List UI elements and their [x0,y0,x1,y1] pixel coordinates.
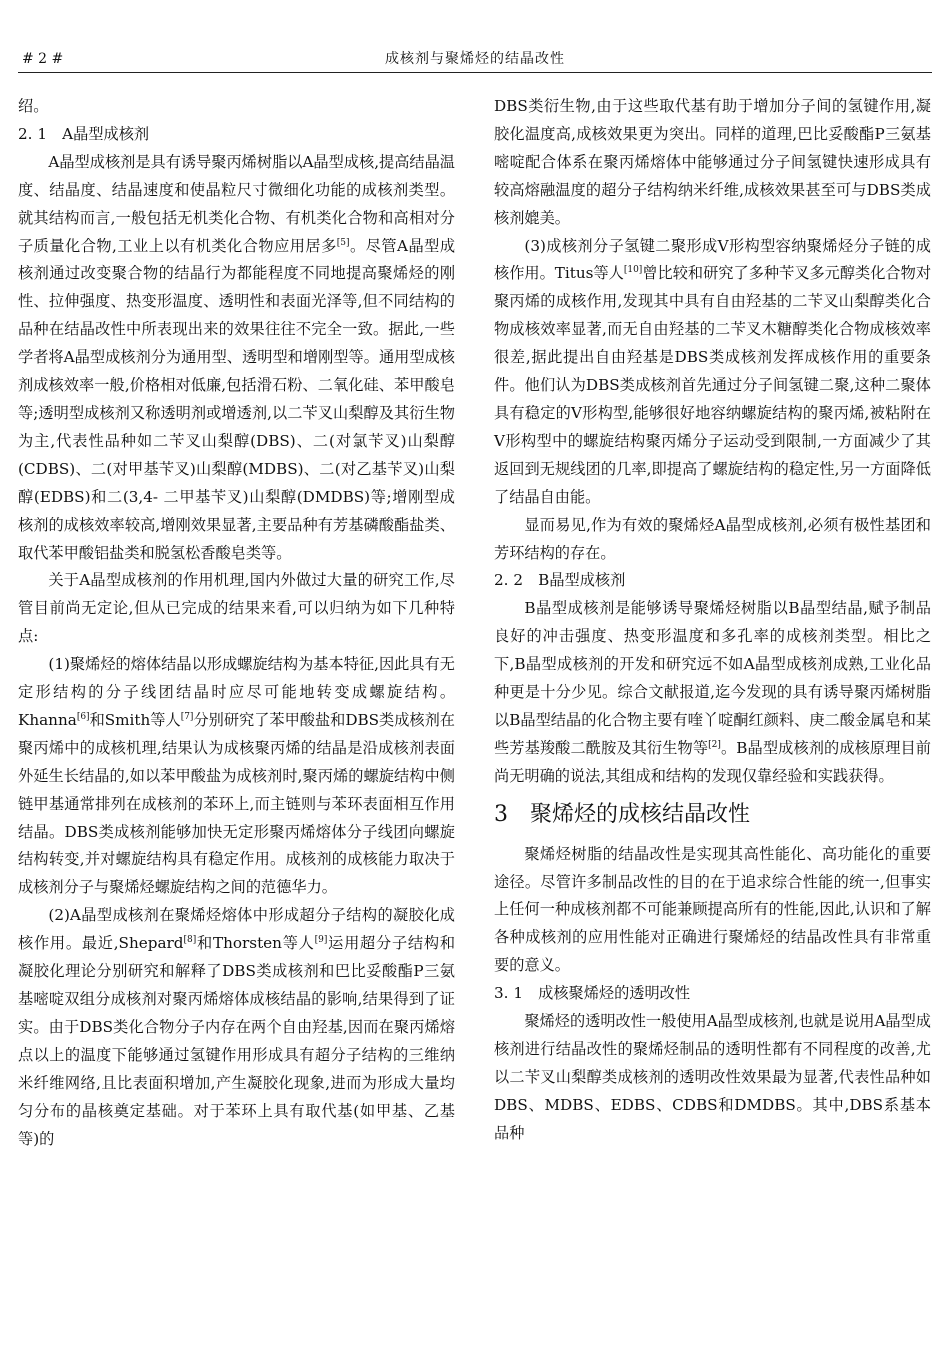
paragraph: (2)A晶型成核剂在聚烯烃熔体中形成超分子结构的凝胶化成核作用。最近,Shepard[8]和Thorsten等人[9]运用超分子结构和凝胶化理论分别研究和解释了DBS类成核剂和巴比妥酸酯P三氨基嘧啶双组分成核剂对聚丙烯熔体成核结晶的影响,结果得到了证实。由于DBS类化合物分子内存在两个自由羟基,因而在聚丙烯熔点以上的温度下能够通过氢键作用形成具有超分子结构的三维纳米纤维网络,且比表面积增加,产生凝胶化现象,进而为形成大量均匀分布的晶核奠定基础。对于苯环上具有取代基(如甲基、乙基等)的 [18,906,456,1148]
citation-7[interactable]: [7] [180,711,194,722]
running-title: 成核剂与聚烯烃的结晶改性 [385,51,565,67]
section-heading-3-1: 3. 1 成核聚烯烃的透明改性 [494,984,691,1003]
page-header [18,46,932,73]
citation-10[interactable]: [10] [623,265,643,276]
citation-9[interactable]: [9] [314,935,328,946]
paragraph: 显而易见,作为有效的聚烯烃A晶型成核剂,必须有极性基团和芳环结构的存在。 [494,515,931,562]
section-heading-3: 3 聚烯烃的成核结晶改性 [494,801,750,827]
paragraph: 绍。 [18,97,49,115]
section-heading-2-1: 2. 1 A晶型成核剂 [18,124,150,143]
citation-6[interactable]: [6] [76,711,90,722]
right-column [494,93,931,1148]
left-column [18,93,455,1153]
paragraph: 聚烯烃树脂的结晶改性是实现其高性能化、高功能化的重要途径。尽管许多制品改性的目的在于追求综合性能的统一,但事实上任何一种成核剂都不可能兼顾提高所有的性能,因此,认识和了解各种成核剂的应用性能对正确进行聚烯烃的结晶改性具有非常重要的意义。 [494,844,931,975]
paragraph: B晶型成核剂是能够诱导聚烯烃树脂以B晶型结晶,赋予制品良好的冲击强度、热变形温度和多孔率的成核剂类型。相比之下,B晶型成核剂的开发和研究远不如A晶型成核剂成熟,工业化品种更是十分少见。综合文献报道,迄今发现的具有诱导聚丙烯树脂以B晶型结晶的化合物主要有喹丫啶酮红颜料、庚二酸金属皂和某些芳基羧酸二酰胺及其衍生物等[2]。B晶型成核剂的成核原理目前尚无明确的说法,其组成和结构的发现仅靠经验和实践获得。 [494,599,931,785]
paragraph: 聚烯烃的透明改性一般使用A晶型成核剂,也就是说用A晶型成核剂进行结晶改性的聚烯烃制品的透明性都有不同程度的改善,尤以二苄叉山梨醇类成核剂的透明改性效果最为显著,代表性品种如DBS、MDBS、EDBS、CDBS和DMDBS。其中,DBS系基本品种 [494,1012,931,1142]
paragraph: DBS类衍生物,由于这些取代基有助于增加分子间的氢键作用,凝胶化温度高,成核效果更为突出。同样的道理,巴比妥酸酯P三氨基嘧啶配合体系在聚丙烯熔体中能够通过分子间氢键快速形成具有较高熔融温度的超分子结构纳米纤维,成核效果甚至可与DBS类成核剂媲美。 [494,97,931,227]
page-number: # 2 # [22,51,64,67]
paragraph: 关于A晶型成核剂的作用机理,国内外做过大量的研究工作,尽管目前尚无定论,但从已完成的结果来看,可以归纳为如下几种特点: [18,571,455,646]
citation-2[interactable]: [2] [708,739,721,750]
citation-8[interactable]: [8] [183,935,197,946]
paragraph: A晶型成核剂是具有诱导聚丙烯树脂以A晶型成核,提高结晶温度、结晶度、结晶速度和使晶粒尺寸微细化功能的成核剂类型。就其结构而言,一般包括无机类化合物、有机类化合物和高相对分子质量化合物,工业上以有机类化合物应用居多[5]。尽管A晶型成核剂通过改变聚合物的结晶行为都能程度不同地提高聚烯烃的刚性、拉伸强度、热变形温度、透明性和表面光泽等,但不同结构的品种在结晶改性中所表现出来的效果往往不完全一致。据此,一些学者将A晶型成核剂分为通用型、透明型和增刚型等。通用型成核剂成核效率一般,价格相对低廉,包括滑石粉、二氧化硅、苯甲酸皂等;透明型成核剂又称透明剂或增透剂,以二苄叉山梨醇及其衍生物为主,代表性品种如二苄叉山梨醇(DBS)、二(对氯苄叉)山梨醇(CDBS)、二(对甲基苄叉)山梨醇(MDBS)、二(对乙基苄叉)山梨醇(EDBS)和二(3,4- 二甲基苄叉)山梨醇(DMDBS)等;增刚型成核剂的成核效率较高,增刚效果显著,主要品种有芳基磷酸酯盐类、取代苯甲酸铝盐类和脱氢松香酸皂类等。 [18,152,456,562]
section-heading-2-2: 2. 2 B晶型成核剂 [494,571,626,590]
paragraph: (1)聚烯烃的熔体结晶以形成螺旋结构为基本特征,因此具有无定形结构的分子线团结晶时应尽可能地转变成螺旋结构。Khanna[6]和Smith等人[7]分别研究了苯甲酸盐和DBS类成核剂在聚丙烯中的成核机理,结果认为成核聚丙烯的结晶是沿成核剂表面外延生长结晶的,如以苯甲酸盐为成核剂时,聚丙烯的螺旋结构中侧链甲基通常排列在成核剂的苯环上,而主链则与苯环表面相互作用结晶。DBS类成核剂能够加快无定形聚丙烯熔体分子线团向螺旋结构转变,并对螺旋结构具有稳定作用。成核剂的成核能力取决于成核剂分子与聚烯烃螺旋结构之间的范德华力。 [18,655,455,897]
paragraph: (3)成核剂分子氢键二聚形成V形构型容纳聚烯烃分子链的成核作用。Titus等人[10]曾比较和研究了多种苄叉多元醇类化合物对聚丙烯的成核作用,发现其中具有自由羟基的二苄叉山梨醇类化合物成核效率显著,而无自由羟基的二苄叉木糖醇类化合物成核效率很差,据此提出自由羟基是DBS类成核剂发挥成核作用的重要条件。他们认为DBS类成核剂首先通过分子间氢键二聚,这种二聚体具有稳定的V形构型,能够很好地容纳螺旋结构的聚丙烯,被粘附在V形构型中的螺旋结构聚丙烯分子运动受到限制,一方面减少了其返回到无规线团的几率,即提高了螺旋结构的稳定性,另一方面降低了结晶自由能。 [494,236,932,506]
citation-5[interactable]: [5] [336,237,350,248]
